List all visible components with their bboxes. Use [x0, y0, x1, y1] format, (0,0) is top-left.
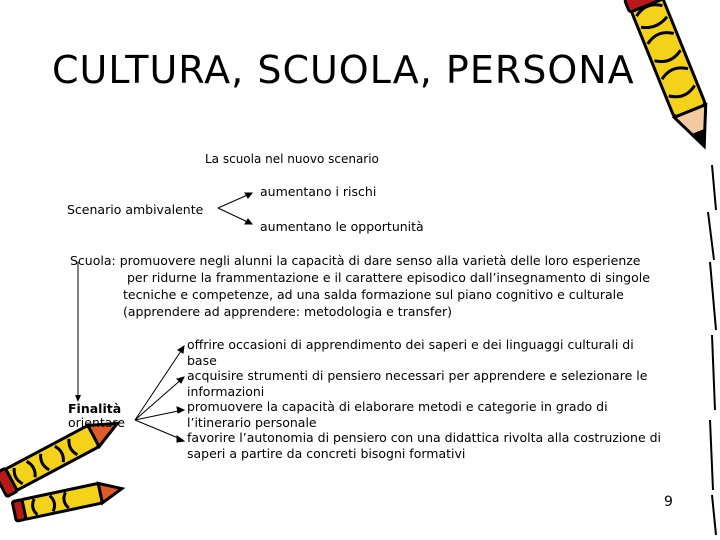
brushstroke-icon	[708, 165, 716, 535]
scuola-paragraph	[70, 252, 680, 320]
page-number: 9	[664, 494, 673, 510]
list-item: informazioni	[187, 383, 265, 399]
scuola-line-2: per ridurne la frammentazione e il carattere episodico dall’insegnamento di singole	[127, 270, 650, 285]
finalita-label: Finalità	[68, 401, 122, 416]
list-item: promuovere la capacità di elaborare metodi e categorie in grado di	[187, 399, 608, 414]
list-item: offrire occasioni di apprendimento dei saperi e dei linguaggi culturali di	[187, 337, 634, 352]
finalita-sub: orientare	[68, 415, 125, 430]
scuola-line-3: tecniche e competenze, ad una salda formazione sul piano cognitivo e culturale	[123, 287, 624, 302]
list-item: l’itinerario personale	[187, 414, 317, 430]
scenario-item-opportunities: aumentano le opportunità	[260, 219, 424, 234]
page-title: CULTURA, SCUOLA, PERSONA	[52, 48, 635, 92]
list-item: acquisire strumenti di pensiero necessari per apprendere e selezionare le	[187, 368, 648, 383]
scenario-arrows	[218, 193, 252, 224]
scuola-line-4: (apprendere ad apprendere: metodologia e transfer)	[123, 304, 453, 319]
pencil-icon	[624, 0, 720, 153]
finalita-list	[187, 337, 687, 461]
fan-arrows	[135, 346, 184, 442]
scuola-line-1: promuovere negli alunni la capacità di dare senso alla varietà delle loro esperienze	[119, 253, 641, 268]
list-item: favorire l’autonomia di pensiero con una didattica rivolta alla costruzione di	[187, 430, 662, 445]
list-item: base	[187, 352, 217, 368]
scuola-label: Scuola:	[70, 253, 116, 268]
scenario-label: Scenario ambivalente	[67, 202, 204, 217]
section-subtitle: La scuola nel nuovo scenario	[205, 152, 379, 166]
scenario-item-risks: aumentano i rischi	[260, 184, 377, 199]
finalita-block	[68, 402, 125, 430]
list-item: saperi a partire da concreti bisogni formativi	[187, 445, 466, 461]
